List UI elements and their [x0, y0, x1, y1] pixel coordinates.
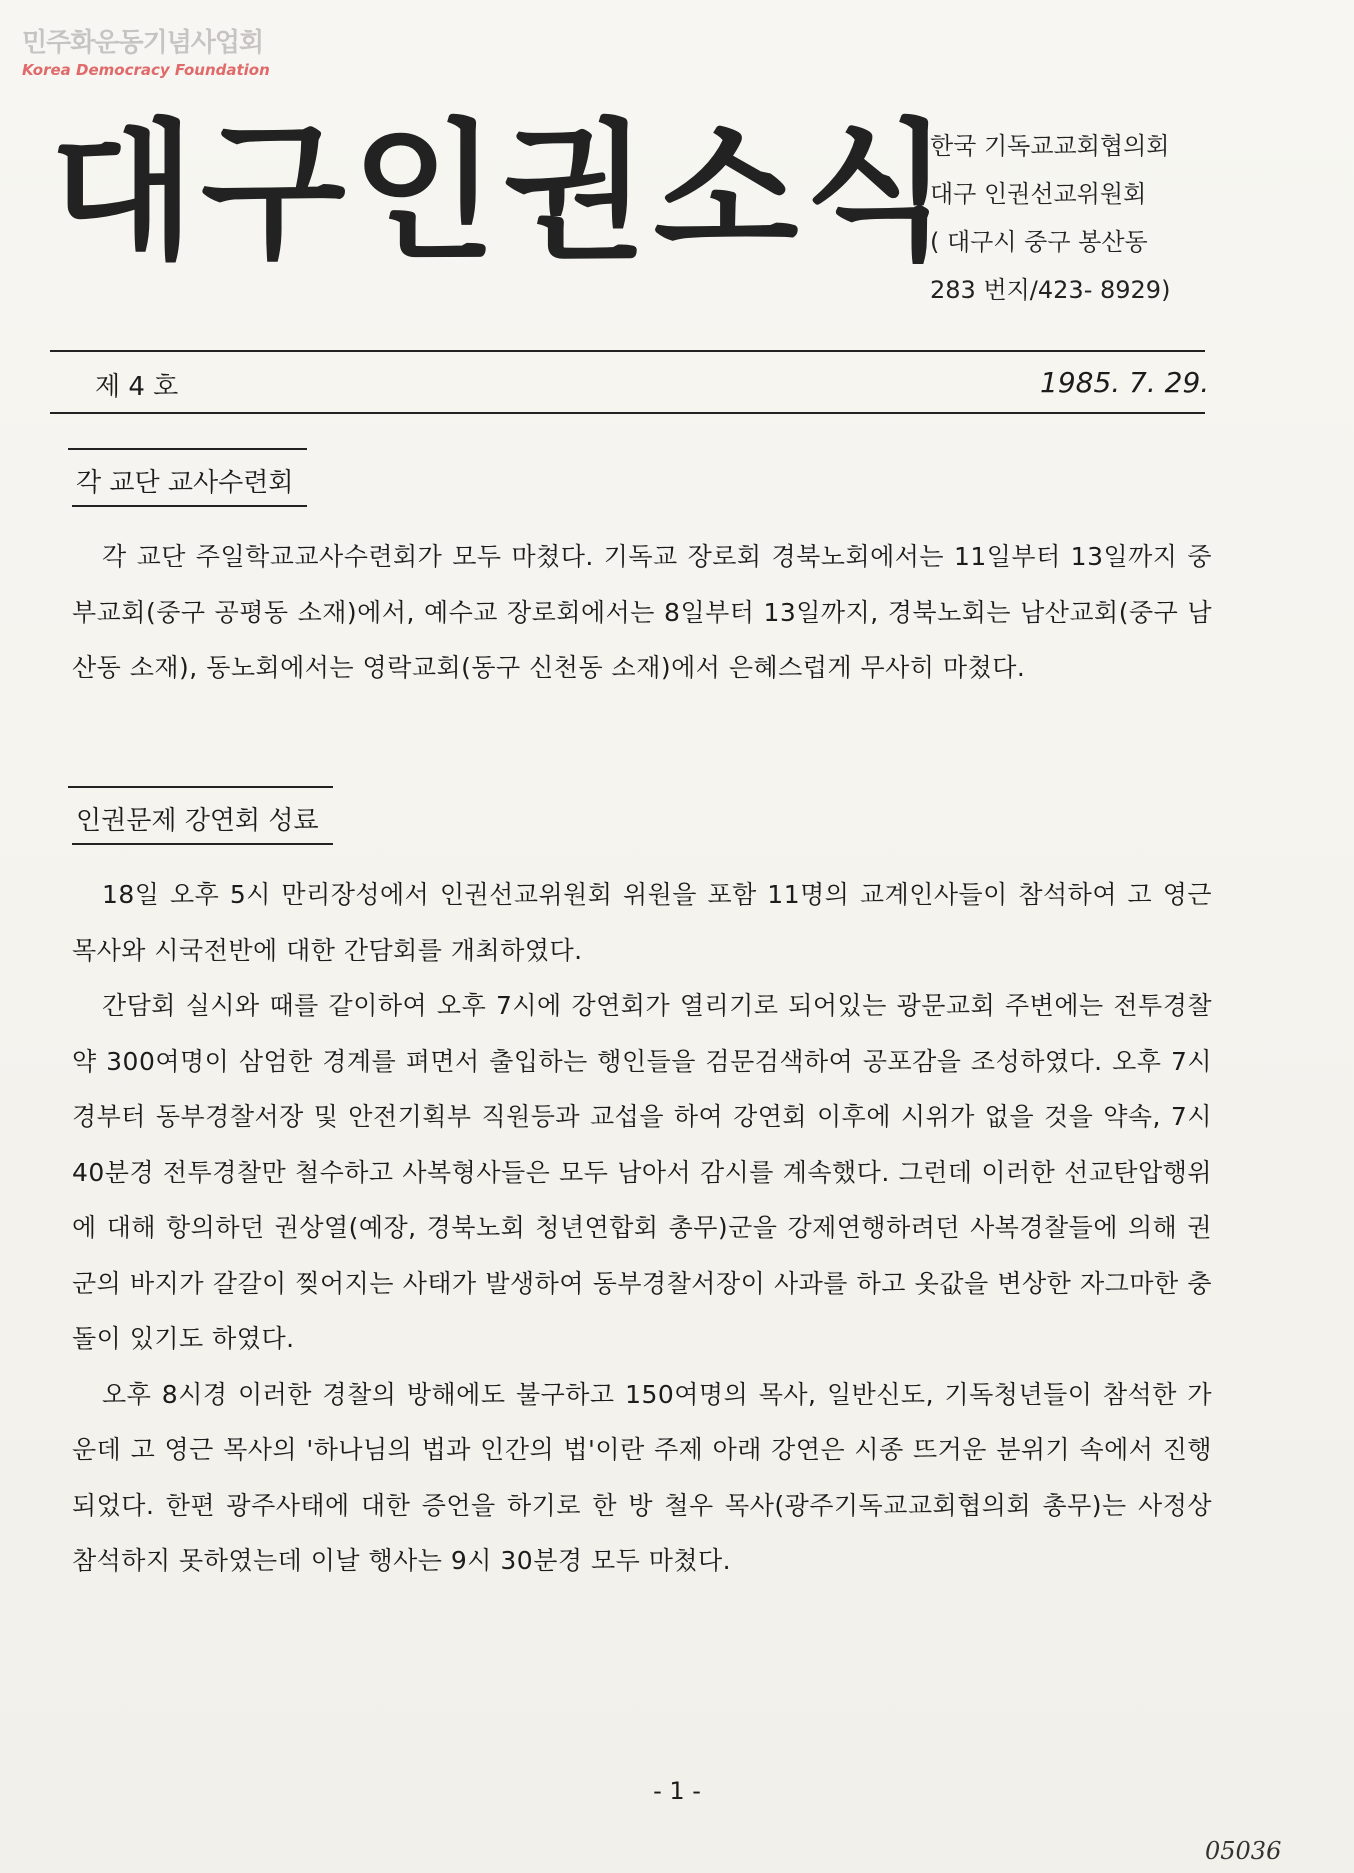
section-teacher-retreat — [72, 462, 1212, 696]
watermark-korean: 민주화운동기념사업회 — [22, 28, 264, 58]
section-heading: 각 교단 교사수련회 — [72, 462, 307, 507]
publisher-address: 283 번지/423- 8929) — [930, 276, 1171, 304]
publisher-line: 한국 기독교교회협의회 — [930, 132, 1170, 160]
header-rule-top — [50, 350, 1205, 352]
watermark — [22, 22, 270, 79]
watermark-english: Korea Democracy Foundation — [22, 61, 270, 79]
section-paragraph: 18일 오후 5시 만리장성에서 인권선교위원회 위원을 포함 11명의 교계인사들이 참석하여 고 영근 목사와 시국전반에 대한 간담회를 개최하였다. — [72, 880, 1212, 965]
issue-number: 제 4 호 — [95, 372, 179, 402]
header-rule-bottom — [50, 412, 1205, 414]
issue-date: 1985. 7. 29. — [1040, 366, 1210, 399]
section-paragraph: 간담회 실시와 때를 같이하여 오후 7시에 강연회가 열리기로 되어있는 광문교회 주변에는 전투경찰 약 300여명이 삼엄한 경계를 펴면서 출입하는 행인들을 검문검색하여 공포감을 조성하였다. 오후 7시경부터 동부경찰서장 및 안전기획부 직원등과 교섭을 하여 강연회 이후에 시위가 없을 것을 약속, 7시 40분경 전투경찰만 철수하고 사복형사들은 모두 남아서 감시를 계속했다. 그런데 이러한 선교탄압행위에 대해 항의하던 권상열(예장, 경북노회 청년연합회 총무)군을 강제연행하려던 사복경찰들에 의해 권군의 바지가 갈갈이 찢어지는 사태가 발생하여 동부경찰서장이 사과를 하고 옷값을 변상한 자그마한 충돌이 있기도 하였다. — [72, 991, 1212, 1353]
publisher-block — [930, 122, 1230, 314]
section-heading: 인권문제 강연회 성료 — [72, 800, 333, 845]
newsletter-title: 대구인권소식 — [50, 106, 956, 280]
section-paragraph: 각 교단 주일학교교사수련회가 모두 마쳤다. 기독교 장로회 경북노회에서는 11일부터 13일까지 중부교회(중구 공평동 소재)에서, 예수교 장로회에서는 8일부터 13일까지, 경북노회는 남산교회(중구 남산동 소재), 동노회에서는 영락교회(동구 신천동 소재)에서 은혜스럽게 무사히 마쳤다. — [72, 542, 1212, 682]
page-number: - 1 - — [653, 1777, 701, 1805]
section-human-rights-lecture — [72, 800, 1212, 1589]
archive-handwritten-number: 05036 — [1205, 1837, 1282, 1865]
publisher-address: ( 대구시 중구 봉산동 — [930, 228, 1148, 256]
section-paragraph: 오후 8시경 이러한 경찰의 방해에도 불구하고 150여명의 목사, 일반신도, 기독청년들이 참석한 가운데 고 영근 목사의 '하나님의 법과 인간의 법'이란 주제 아래 강연은 시종 뜨거운 분위기 속에서 진행되었다. 한편 광주사태에 대한 증언을 하기로 한 방 철우 목사(광주기독교교회협의회 총무)는 사정상 참석하지 못하였는데 이날 행사는 9시 30분경 모두 마쳤다. — [72, 1379, 1212, 1575]
publisher-line: 대구 인권선교위원회 — [930, 180, 1147, 208]
